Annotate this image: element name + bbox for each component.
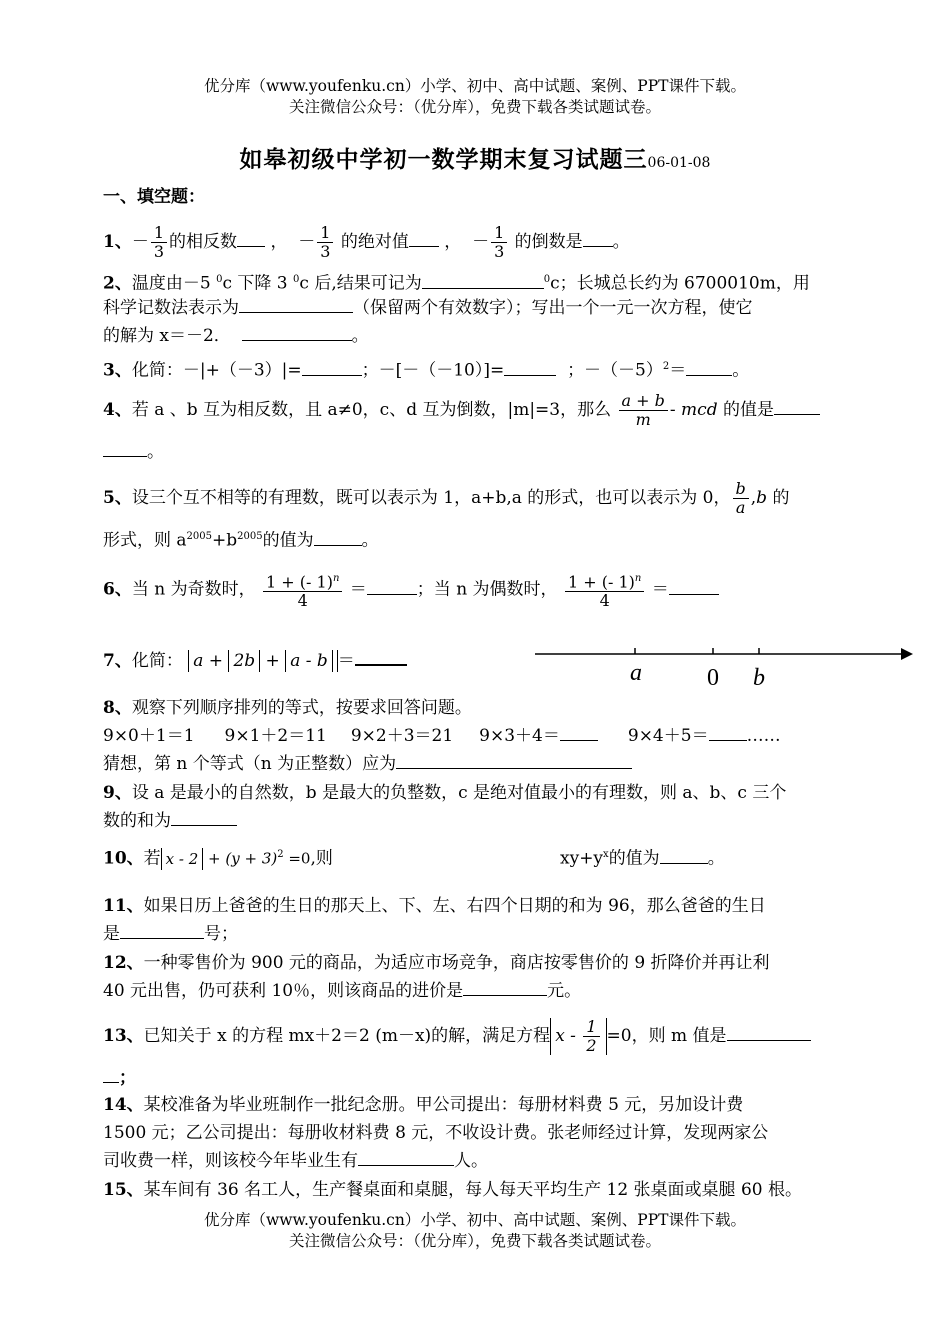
- q3-number: 3: [103, 360, 115, 381]
- q1-minus-1: －: [131, 232, 149, 252]
- q1-minus-3: －: [472, 232, 490, 252]
- q1-text-2: 的绝对值: [340, 232, 409, 252]
- q11-text-a: 如果日历上爸爸的生日的那天上、下、左、右四个日期的和为 96，那么爸爸的生日: [143, 896, 766, 916]
- q5-plus: +b: [212, 530, 238, 551]
- q5-text-a: 设三个互不相等的有理数，既可以表示为 1，a+b,a 的形式，也可以表示为 0，: [131, 488, 731, 508]
- q12-line2-b: 元。: [547, 981, 582, 1001]
- question-13: [103, 1018, 811, 1055]
- q2-line2-b: （保留两个有效数字）；写出一个一元一次方程，使它: [353, 298, 753, 318]
- q6-sep: 、: [114, 579, 132, 600]
- q2-degree-3: 0: [543, 274, 551, 285]
- q9-line2: 数的和为: [103, 811, 171, 831]
- q3-square: 2: [662, 361, 670, 372]
- q4-minus: -: [669, 400, 676, 420]
- question-11: [103, 894, 766, 918]
- question-13-line-2: [103, 1066, 136, 1090]
- q1-frac3-den: 3: [494, 242, 505, 261]
- q13-sep: 、: [126, 1026, 144, 1046]
- q14-sep: 、: [126, 1095, 144, 1115]
- q4-blank-2[interactable]: [103, 440, 147, 457]
- q10-eq0: =0: [283, 849, 311, 868]
- q4-text-b: 的值是: [722, 400, 774, 420]
- q5-exp-2: 2005: [237, 531, 263, 542]
- q1-sep: 、: [114, 232, 132, 252]
- q14-line3-b: 人。: [454, 1151, 488, 1171]
- q7-expr-3: +: [260, 651, 286, 671]
- question-12: [103, 951, 770, 975]
- q5-fraction: [733, 480, 749, 517]
- q1-frac1-num: 1: [151, 224, 167, 243]
- question-14-line-2: [103, 1121, 768, 1145]
- question-7: [103, 648, 407, 673]
- q10-number: 10: [103, 848, 127, 869]
- q6-text-b: ；当 n 为偶数时，: [416, 579, 558, 600]
- q3-text-b: ；－[－（－10）]=: [361, 360, 505, 381]
- question-2-line-3: [103, 324, 369, 348]
- question-14: [103, 1093, 743, 1117]
- q4-end: 。: [147, 442, 164, 462]
- q8-line3: 猜想，第 n 个等式（n 为正整数）应为: [103, 754, 397, 774]
- q13-frac-den: 2: [586, 1036, 597, 1055]
- q1-blank-2[interactable]: [409, 230, 439, 247]
- q6-fraction-2: [565, 570, 644, 610]
- q6-number: 6: [103, 579, 115, 600]
- question-3: [103, 355, 749, 383]
- q8-blank-3[interactable]: [396, 752, 632, 769]
- footer-line-2: 关注微信公众号：（优分库），免费下载各类试题试卷。: [288, 1232, 661, 1250]
- q8-number: 8: [103, 698, 115, 718]
- q10-text-b: ,则: [310, 848, 333, 869]
- q1-text-1: 的相反数: [169, 232, 238, 252]
- q5-frac-num: b: [733, 480, 749, 499]
- q3-text-c: ；－（－5）: [567, 360, 663, 381]
- q2-number: 2: [103, 273, 115, 294]
- q7-text-a: 化简：: [131, 651, 183, 671]
- question-10: [103, 843, 333, 871]
- q4-blank-1[interactable]: [774, 398, 820, 415]
- q5-number: 5: [103, 488, 115, 508]
- q10-text-c: xy+y: [560, 848, 604, 869]
- q5-b-var: b: [756, 488, 768, 508]
- q10-sep: 、: [126, 848, 144, 869]
- q9-sep: 、: [114, 783, 132, 803]
- question-10-part-2: [560, 843, 725, 871]
- q8-dots: ……: [746, 726, 781, 746]
- q14-text-a: 某校准备为毕业班制作一批纪念册。甲公司提出：每册材料费 5 元，另加设计费: [143, 1095, 744, 1115]
- q12-sep: 、: [126, 953, 144, 973]
- q3-sep: 、: [114, 360, 132, 381]
- q8-blank-1[interactable]: [560, 724, 598, 741]
- question-5-line-2: [103, 525, 379, 553]
- q4-fraction: [619, 392, 668, 429]
- q15-text-a: 某车间有 36 名工人，生产餐桌面和桌腿，每人每天平均生产 12 张桌面或桌腿 60 根。: [143, 1180, 802, 1200]
- q6-blank-1[interactable]: [367, 578, 417, 595]
- q13-fraction: [583, 1018, 599, 1055]
- section-heading: 一、填空题：: [103, 187, 205, 207]
- q10-text-a: 若: [143, 848, 161, 869]
- question-9-line-2: [103, 809, 237, 833]
- q3-text-d: ＝: [669, 360, 687, 381]
- q4-number: 4: [103, 400, 115, 420]
- question-8-line-3: [103, 752, 632, 776]
- q5-sep: 、: [114, 488, 132, 508]
- number-line: [535, 640, 915, 700]
- label-b: b: [753, 665, 765, 691]
- q2-text-c: c 后,结果可记为: [299, 273, 422, 294]
- q13-text-b: =0，则 m 值是: [606, 1026, 727, 1046]
- q6-text-a: 当 n 为奇数时，: [131, 579, 256, 600]
- q6-frac2-num: 1 + (- 1): [567, 572, 635, 592]
- q15-number: 15: [103, 1180, 127, 1200]
- question-5: [103, 480, 789, 517]
- q2-text-a: 温度由－5: [131, 273, 211, 294]
- q5-blank[interactable]: [314, 529, 362, 546]
- q15-sep: 、: [126, 1180, 144, 1200]
- q6-eq-1: ＝: [349, 579, 367, 600]
- q5-end: 。: [361, 530, 379, 551]
- q6-frac1-exp: n: [332, 573, 340, 584]
- q10-abs: x - 2: [161, 848, 204, 870]
- q7-abs-a-minus-b: a - b: [285, 650, 333, 672]
- q2-line2-a: 科学记数法表示为: [103, 298, 239, 318]
- q6-frac2-exp: n: [634, 573, 642, 584]
- q10-blank[interactable]: [660, 847, 708, 864]
- q4-mcd: mcd: [681, 400, 718, 420]
- q7-number: 7: [103, 651, 115, 671]
- q10-mid: + (y + 3): [203, 849, 278, 868]
- q2-line3-a: 的解为 x＝－2．: [103, 326, 231, 346]
- q1-blank-1[interactable]: [237, 230, 265, 247]
- page-title: [0, 141, 950, 174]
- q7-abs-2b: 2b: [228, 650, 260, 672]
- q5-line2-b: 的值为: [262, 530, 314, 551]
- title-main: 如皋初级中学初一数学期末复习试题三: [239, 146, 648, 173]
- q8-eq-3: 9×2＋3＝21: [350, 726, 454, 746]
- q6-fraction-1: [263, 570, 342, 610]
- q1-fraction-1: [151, 224, 167, 261]
- q8-eq-4: 9×3＋4＝: [479, 726, 560, 746]
- q14-line3-a: 司收费一样，则该校今年毕业生有: [103, 1151, 358, 1171]
- q13-number: 13: [103, 1026, 127, 1046]
- q1-fraction-3: [491, 224, 507, 261]
- q7-expr-1: a +: [193, 651, 229, 671]
- q1-text-3: 的倒数是: [514, 232, 583, 252]
- q5-line2-a: 形式，则 a: [103, 530, 187, 551]
- number-line-arrow-icon: [901, 648, 913, 660]
- q12-number: 12: [103, 953, 127, 973]
- q9-number: 9: [103, 783, 115, 803]
- question-14-line-3: [103, 1149, 488, 1173]
- page-header: [0, 76, 950, 118]
- question-4: [103, 392, 820, 429]
- q12-blank[interactable]: [463, 979, 547, 996]
- question-2-line-1: [103, 268, 810, 296]
- q6-frac1-den: 4: [297, 591, 308, 611]
- q5-exp-1: 2005: [186, 531, 212, 542]
- q1-comma-2: ，: [444, 232, 462, 252]
- q11-blank[interactable]: [120, 922, 204, 939]
- q4-sep: 、: [114, 400, 132, 420]
- q8-eq-1: 9×0＋1＝1: [103, 726, 195, 746]
- q13-blank-2[interactable]: [103, 1066, 119, 1083]
- q5-comma: ,: [750, 488, 757, 508]
- q2-text-b: c 下降 3: [222, 273, 288, 294]
- question-4-line-2: [103, 440, 164, 464]
- q9-blank[interactable]: [171, 809, 237, 826]
- q5-frac-den: a: [735, 498, 746, 517]
- q14-line2: 1500 元；乙公司提出：每册收材料费 8 元，不收设计费。张老师经过计算，发现两家公: [103, 1123, 769, 1143]
- q2-degree-2: 0: [293, 274, 300, 285]
- q2-text-d: c；长城总长约为 6700010m，用: [550, 273, 810, 294]
- q4-frac-num: a + b: [619, 392, 668, 411]
- q3-end: 。: [732, 360, 750, 381]
- header-line-1: 优分库（www.youfenku.cn）小学、初中、高中试题、案例、PPT课件下载。: [203, 77, 747, 95]
- q2-blank-2[interactable]: [239, 296, 353, 313]
- q9-text-a: 设 a 是最小的自然数，b 是最大的负整数，c 是绝对值最小的有理数，则 a、b、c 三个: [131, 783, 787, 803]
- q2-blank-1[interactable]: [422, 272, 544, 289]
- q12-text-a: 一种零售价为 900 元的商品，为适应市场竞争，商店按零售价的 9 折降价并再让利: [143, 953, 770, 973]
- q6-eq-2: ＝: [651, 579, 669, 600]
- question-2-line-2: [103, 296, 753, 320]
- q1-end: 。: [612, 232, 630, 252]
- question-9: [103, 781, 786, 805]
- q12-line2-a: 40 元出售，仍可获利 10％，则该商品的进价是: [103, 981, 464, 1001]
- q1-number: 1: [103, 232, 115, 252]
- q7-blank[interactable]: [355, 648, 407, 666]
- q1-frac2-num: 1: [317, 224, 333, 243]
- q8-sep: 、: [114, 698, 132, 718]
- q8-text-a: 观察下列顺序排列的等式，按要求回答问题。: [131, 698, 472, 718]
- q7-sep: 、: [114, 651, 132, 671]
- q11-number: 11: [103, 896, 127, 916]
- q13-end: ；: [119, 1068, 136, 1088]
- q1-frac2-den: 3: [320, 242, 331, 261]
- question-6: [103, 570, 719, 610]
- q14-blank[interactable]: [358, 1149, 454, 1166]
- q13-abs-x: x -: [555, 1026, 582, 1046]
- q7-abs-outer: [188, 650, 338, 672]
- q10-text-d: 的值为: [608, 848, 660, 869]
- q7-eq: ＝: [337, 651, 355, 671]
- label-a: a: [630, 660, 642, 686]
- q6-frac1-num: 1 + (- 1): [266, 572, 333, 592]
- q3-blank-3[interactable]: [686, 359, 732, 376]
- q1-comma-1: ，: [270, 232, 288, 252]
- header-line-2: 关注微信公众号：（优分库），免费下载各类试题试卷。: [288, 98, 661, 116]
- q10-exp-x: x: [603, 849, 609, 860]
- question-15: [103, 1178, 802, 1202]
- q11-line2-b: 号；: [204, 924, 238, 944]
- q1-minus-2: －: [298, 232, 316, 252]
- q8-eq-5: 9×4＋5＝: [627, 726, 709, 746]
- q11-sep: 、: [126, 896, 144, 916]
- q1-frac3-num: 1: [491, 224, 507, 243]
- q2-blank-3[interactable]: [242, 324, 352, 341]
- q3-text-a: 化简：－|+（－3）|=: [131, 360, 302, 381]
- q6-blank-2[interactable]: [669, 578, 719, 595]
- q1-blank-3[interactable]: [583, 230, 613, 247]
- q2-degree-1: 0: [216, 274, 223, 285]
- question-8-equations: [103, 724, 781, 748]
- footer-line-1: 优分库（www.youfenku.cn）小学、初中、高中试题、案例、PPT课件下载。: [203, 1211, 747, 1229]
- question-1: [103, 224, 630, 261]
- label-0: 0: [707, 665, 719, 691]
- q2-line3-b: 。: [351, 326, 369, 346]
- q8-blank-2[interactable]: [709, 724, 747, 741]
- q14-number: 14: [103, 1095, 127, 1115]
- q6-frac2-den: 4: [599, 591, 610, 611]
- question-12-line-2: [103, 979, 581, 1003]
- q13-text-a: 已知关于 x 的方程 mx＋2＝2 (m－x)的解，满足方程: [143, 1026, 551, 1046]
- q8-eq-2: 9×1＋2＝11: [224, 726, 327, 746]
- q1-frac1-den: 3: [153, 242, 165, 261]
- q3-blank-2[interactable]: [504, 359, 556, 376]
- q1-fraction-2: [317, 224, 333, 261]
- q13-frac-num: 1: [583, 1018, 599, 1037]
- q11-line2-a: 是: [103, 924, 120, 944]
- q3-blank-1[interactable]: [302, 359, 362, 376]
- q4-text-a: 若 a 、b 互为相反数，且 a≠0，c、d 互为倒数，|m|=3，那么: [131, 400, 612, 420]
- q10-square: 2: [277, 849, 284, 860]
- q5-text-b: 的: [772, 488, 790, 508]
- q13-blank-1[interactable]: [727, 1024, 811, 1041]
- q10-end: 。: [707, 848, 725, 869]
- q4-frac-den: m: [635, 410, 651, 429]
- q2-sep: 、: [114, 273, 132, 294]
- question-8: [103, 696, 472, 720]
- title-date: 06-01-08: [647, 155, 711, 171]
- question-11-line-2: [103, 922, 238, 946]
- page-footer: [0, 1210, 950, 1252]
